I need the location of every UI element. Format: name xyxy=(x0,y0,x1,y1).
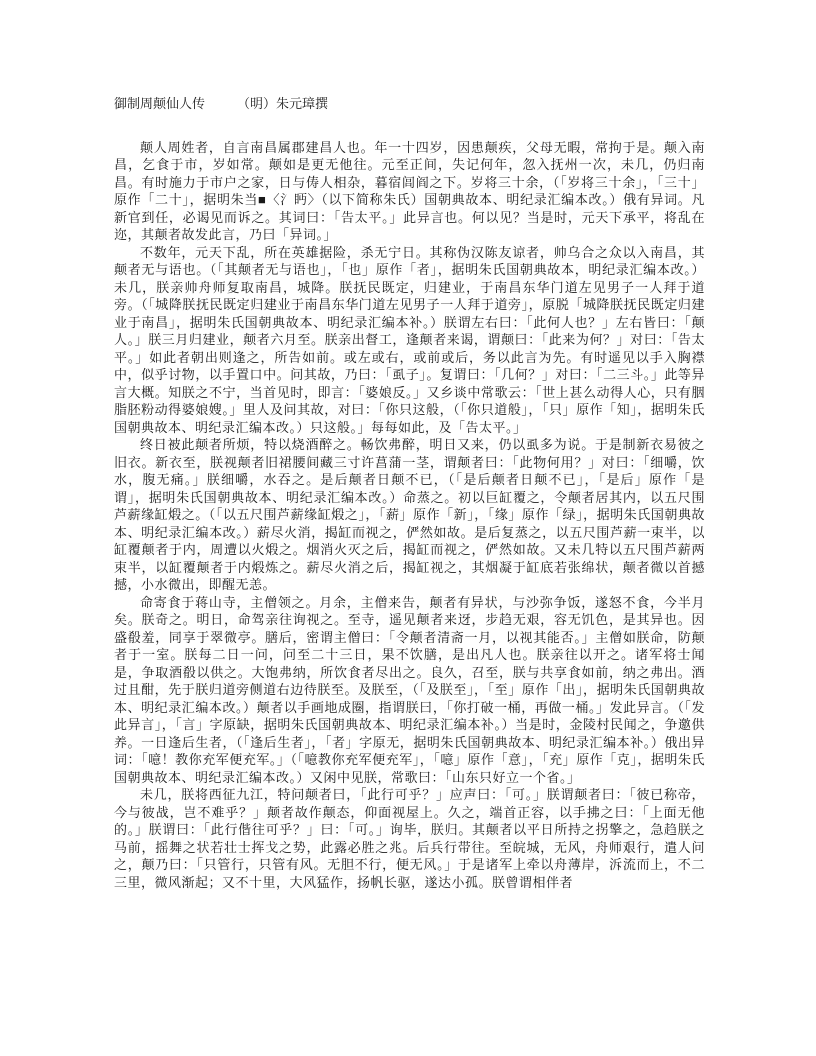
paragraph-2: 不数年，元天下乱，所在英雄据险，杀无宁日。其称伪汉陈友谅者，帅乌合之众以入南昌，其颠者无与语也。（「其颠者无与语也」，「也」原作「者」，据明朱氏国朝典故本，明纪录汇编本改。）未几，朕亲帅舟师复取南昌，城降。朕抚民既定，归建业，于南昌东华门道左见男子一人拜于道旁。（「城降朕抚民既定归建业于南昌东华门道左见男子一人拜于道旁」，原脱「城降朕抚民既定归建业于南昌」，据明朱氏国朝典故本、明纪录汇编本补。）朕谓左右曰：「此何人也？」左右皆曰：「颠人。」朕三月归建业，颠者六月至。朕亲出督工，逢颠者来谒，谓颠曰：「此来为何？」对曰：「告太平。」如此者朝出则逢之，所告如前。或左或右，或前或后，务以此言为先。有时遥见以手入胸襟中，似乎讨物，以手置口中。问其故，乃曰：「虱子」。复谓曰：「几何？」对曰：「二三斗。」此等异言大概。知朕之不宁，当首见时，即言：「婆娘反。」又乡谈中常歌云：「世上甚么动得人心，只有胭脂胚粉动得婆娘嫂。」里人及问其故，对曰：「你只这般，（「你只道般」，「只」原作「知」，据明朱氏国朝典故本、明纪录汇编本改。）只这般。」每每如此，及「告太平。」 xyxy=(114,244,705,435)
document-body xyxy=(114,139,705,892)
paragraph-5: 未几，朕将西征九江，特问颠者曰，「此行可乎？」应声曰：「可。」朕谓颠者曰：「彼已称帝，今与彼战，岂不难乎？」颠者故作颠态，仰面视屋上。久之，端首正容，以手拂之曰：「上面无他的。」朕谓曰：「此行偕往可乎？」曰：「可。」询毕，朕归。其颠者以平日所持之拐擎之，急趋朕之马前，摇舞之状若壮士挥戈之势，此露必胜之兆。后兵行带往。至皖城，无风，舟师艰行，遣人问之，颠乃曰：「只管行，只管有风。无胆不行，便无风。」于是诸军上牵以舟薄岸，泝流而上，不二三里，微风渐起；又不十里，大风猛作，扬帆长驱，遂达小孤。朕曾谓相伴者 xyxy=(114,787,705,890)
document-author: （明）朱元璋撰 xyxy=(237,96,329,111)
title-line xyxy=(114,95,705,113)
paragraph-4: 命寄食于蒋山寺，主僧领之。月余，主僧来告，颠者有异状，与沙弥争饭，遂怒不食，今半月矣。朕奇之。明日，命驾亲往询视之。至寺，遥见颠者来迓，步趋无艰，容无饥色，是其异也。因盛殽羞，同享于翠微亭。膳后，密谓主僧曰：「令颠者清斋一月，以视其能否。」主僧如朕命，防颠者于一室。朕每二日一问，问至二十三日，果不饮膳，是出凡人也。朕亲往以开之。诸军将士闻是，争取酒殽以供之。大饱弗纳，所饮食者尽出之。良久，召至，朕与共享食如前，纳之弗出。酒过且酣，先于朕归道旁侧道右边待朕至。及朕至，（「及朕至」，「至」原作「出」，据明朱氏国朝典故本、明纪录汇编本改。）颠者以手画地成圈，指谓朕曰，「你打破一桶，再做一桶。」发此异言。（「发此异言」，「言」字原缺，据明朱氏国朝典故本、明纪录汇编本补。）当是时，金陵村民闻之，争邀供养。一日逢后生者，（「逢后生者」，「者」字原无，据明朱氏国朝典故本、明纪录汇编本补。）俄出异词：「噫！教你充军便充军。」（「噫教你充军便充军」，「噫」原作「意」，「充」原作「克」，据明朱氏国朝典故本、明纪录汇编本改。）又闲中见朕，常歌曰：「山东只好立一个省。」 xyxy=(114,594,705,785)
document-content xyxy=(114,95,705,891)
document-title: 御制周颠仙人传 xyxy=(114,96,206,111)
paragraph-3: 终日被此颠者所烦，特以烧酒醉之。畅饮弗醉，明日又来，仍以虱多为说。于是制新衣易彼之旧衣。新衣至，朕视颠者旧裙腰间藏三寸许菖蒲一茎，谓颠者曰：「此物何用？」对曰：「细嚼，饮水，腹无痛。」朕细嚼，水吞之。是后颠者日颠不已，（「是后颠者日颠不已」，「是后」原作「是谓」，据明朱氏国朝典故本、明纪录汇编本改。）命蒸之。初以巨缸覆之，令颠者居其内，以五尺围芦薪缘缸煅之。（「以五尺围芦薪缘缸煅之」，「薪」原作「新」，「缘」原作「绿」，据明朱氏国朝典故本、明纪录汇编本改。）薪尽火消，揭缸而视之，俨然如故。是后复蒸之，以五尺围芦薪一束半，以缸覆颠者于内，周遭以火煅之。烟消火灭之后，揭缸而视之，俨然如故。又未几特以五尺围芦薪两束半，以缸覆颠者于内煅炼之。薪尽火消之后，揭缸视之，其烟凝于缸底若张绵状，颠者微以首撼撼，小水微出，即醒无恙。 xyxy=(114,437,705,592)
paragraph-1: 颠人周姓者，自言南昌属郡建昌人也。年一十四岁，因患颠疾，父母无暇，常拘于是。颠入南昌，乞食于市，岁如常。颠如是更无他往。元至正间，失记何年，忽入抚州一次，未几，仍归南昌。有时施力于市户之家，日与俦人相杂，暮宿闾阎之下。岁将三十余，（「岁将三十余」，「三十」原作「二十」，据明朱当■〈氵眄〉（以下简称朱氏）国朝典故本、明纪录汇编本改。）俄有异词。凡新官到任，必谒见而诉之。其词曰：「告太平。」此异言也。何以见？当是时，元天下承平，将乱在迩，其颠者故发此言，乃曰「异词。」 xyxy=(114,139,705,242)
